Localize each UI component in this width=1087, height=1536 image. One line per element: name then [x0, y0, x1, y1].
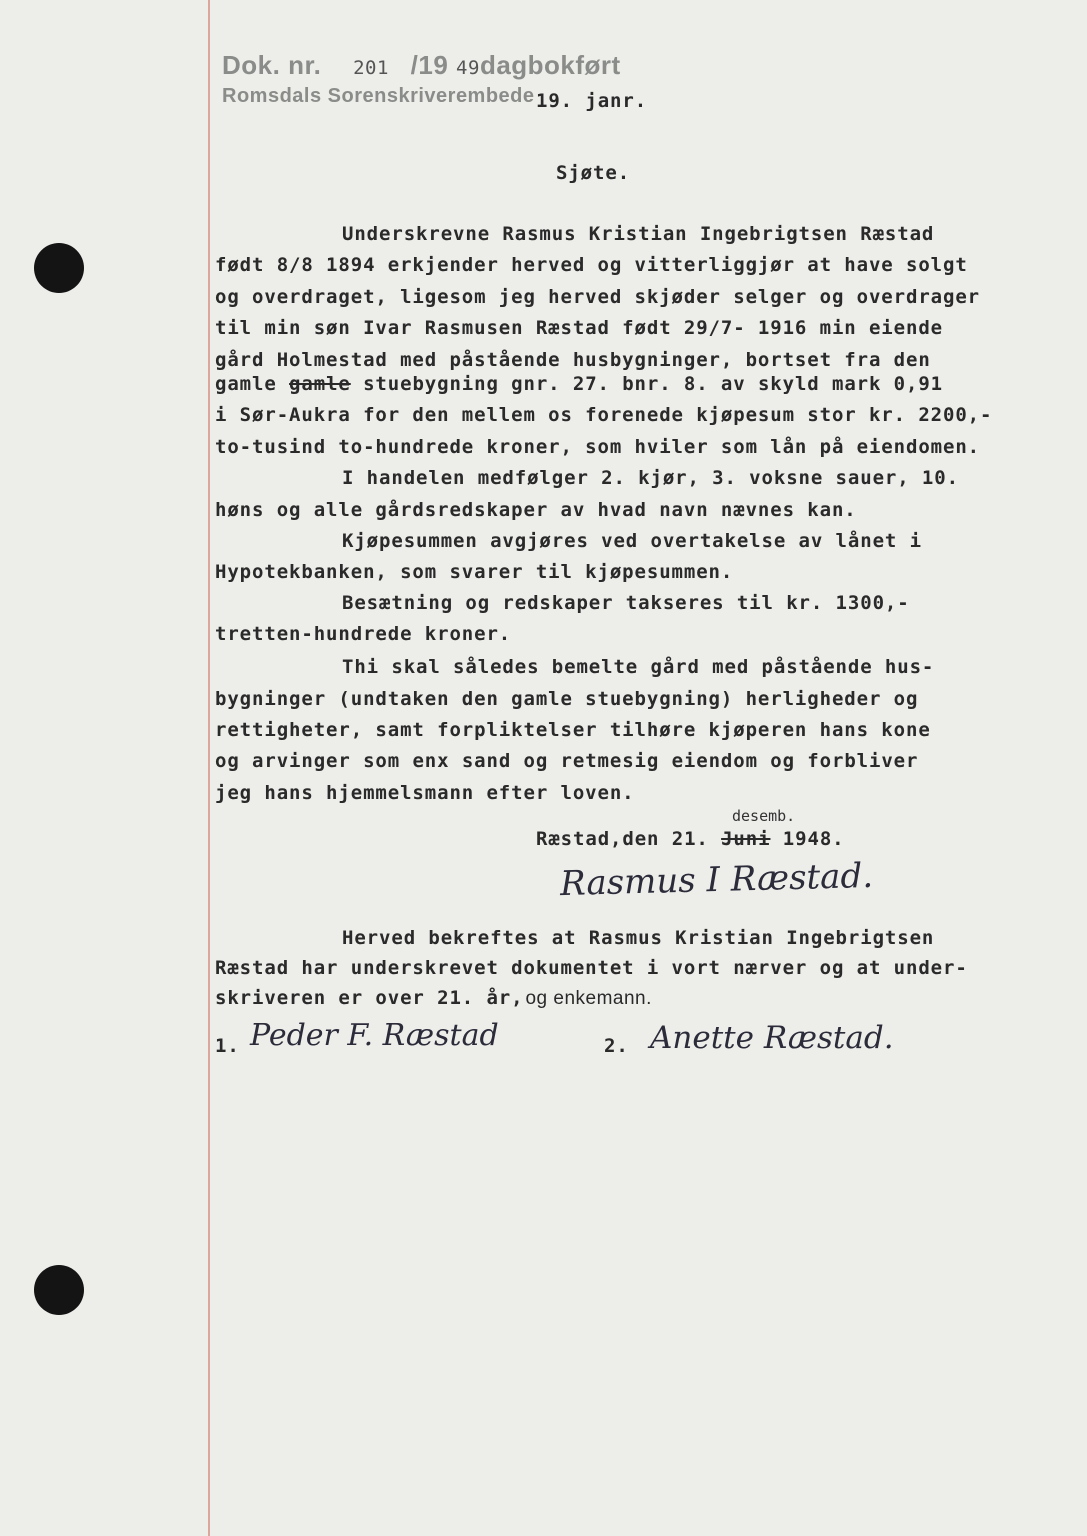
body-line-16: bygninger (undtaken den gamle stuebygning) herligheder og [215, 688, 919, 710]
witness-line-2: Ræstad har underskrevet dokumentet i vort nærver og at under- [215, 957, 968, 979]
registry-stamp [222, 50, 621, 81]
body-line-6 [215, 373, 943, 395]
body-line-2: født 8/8 1894 erkjender herved og vitterliggjør at have solgt [215, 254, 968, 276]
witness-2-signature: Anette Ræstad. [650, 1020, 894, 1056]
body-line-18 [215, 750, 918, 772]
year-number: 49 [456, 57, 480, 79]
body-line-9: I handelen medfølger 2. kjør, 3. voksne sauer, 10. [342, 467, 959, 489]
month-correction: desemb. [732, 807, 796, 825]
date-year: 1948. [782, 828, 845, 850]
witness-line-3 [215, 987, 652, 1010]
line-18-rest: sand og retmesig eiendom og forbliver [461, 750, 919, 772]
witness-1-signature: Peder F. Ræstad [250, 1018, 499, 1053]
witness-1-number: 1. [215, 1035, 240, 1057]
body-line-12: Hypotekbanken, som svarer til kjøpesummen. [215, 561, 734, 583]
punch-hole-bottom [34, 1265, 84, 1315]
body-line-10: høns og alle gårdsredskaper av hvad navn nævnes kan. [215, 499, 857, 521]
dok-number: 201 [353, 57, 389, 79]
witness-2-number: 2. [604, 1035, 629, 1057]
body-line-8: to-tusind to-hundrede kroner, som hviler som lån på eiendomen. [215, 436, 981, 458]
date-line [536, 828, 845, 850]
witness-line-1: Herved bekreftes at Rasmus Kristian Ingebrigtsen [342, 927, 935, 949]
journal-label: dagbokført [479, 50, 621, 80]
struck-word: gamle [289, 373, 351, 395]
body-line-1: Underskrevne Rasmus Kristian Ingebrigtsen Ræstad [342, 223, 935, 245]
body-line-11: Kjøpesummen avgjøres ved overtakelse av lånet i [342, 530, 922, 552]
body-line-13: Besætning og redskaper takseres til kr. 1300,- [342, 592, 910, 614]
seller-signature: Rasmus I Ræstad. [559, 855, 874, 905]
body-line-3: og overdraget, ligesom jeg herved skjøder selger og overdrager [215, 286, 981, 308]
line-18-start: og arvinger som [215, 750, 401, 772]
date-place: Ræstad,den 21. [536, 828, 709, 850]
document-title: Sjøte. [556, 162, 631, 184]
overtyped-word: enx [412, 750, 450, 772]
stamp-date: 19. janr. [536, 90, 648, 112]
year-label: /19 [410, 50, 449, 80]
body-line-5: gård Holmestad med påstående husbygninger, bortset fra den [215, 349, 931, 371]
body-line-15: Thi skal således bemelte gård med påstående hus- [342, 656, 935, 678]
struck-month: Juni [721, 828, 771, 850]
word-gamle: gamle [215, 373, 277, 395]
witness-line-3-text: skriveren er over 21. år, [215, 987, 524, 1009]
line-6-rest: stuebygning gnr. 27. bnr. 8. av skyld mark 0,91 [363, 373, 944, 395]
body-line-7: i Sør-Aukra for den mellem os forenede kjøpesum stor kr. 2200,- [215, 404, 993, 426]
body-line-14: tretten-hundrede kroner. [215, 623, 512, 645]
body-line-19: jeg hans hjemmelsmann efter loven. [215, 782, 635, 804]
dok-label: Dok. nr. [222, 50, 322, 80]
office-stamp: Romsdals Sorenskriverembede [222, 85, 535, 107]
margin-line [208, 0, 210, 1536]
body-line-4: til min søn Ivar Rasmusen Ræstad født 29/7- 1916 min eiende [215, 317, 943, 339]
body-line-17: rettigheter, samt forpliktelser tilhøre kjøperen hans kone [215, 719, 931, 741]
punch-hole-top [34, 243, 84, 293]
witness-addition: og enkemann. [525, 988, 652, 1009]
